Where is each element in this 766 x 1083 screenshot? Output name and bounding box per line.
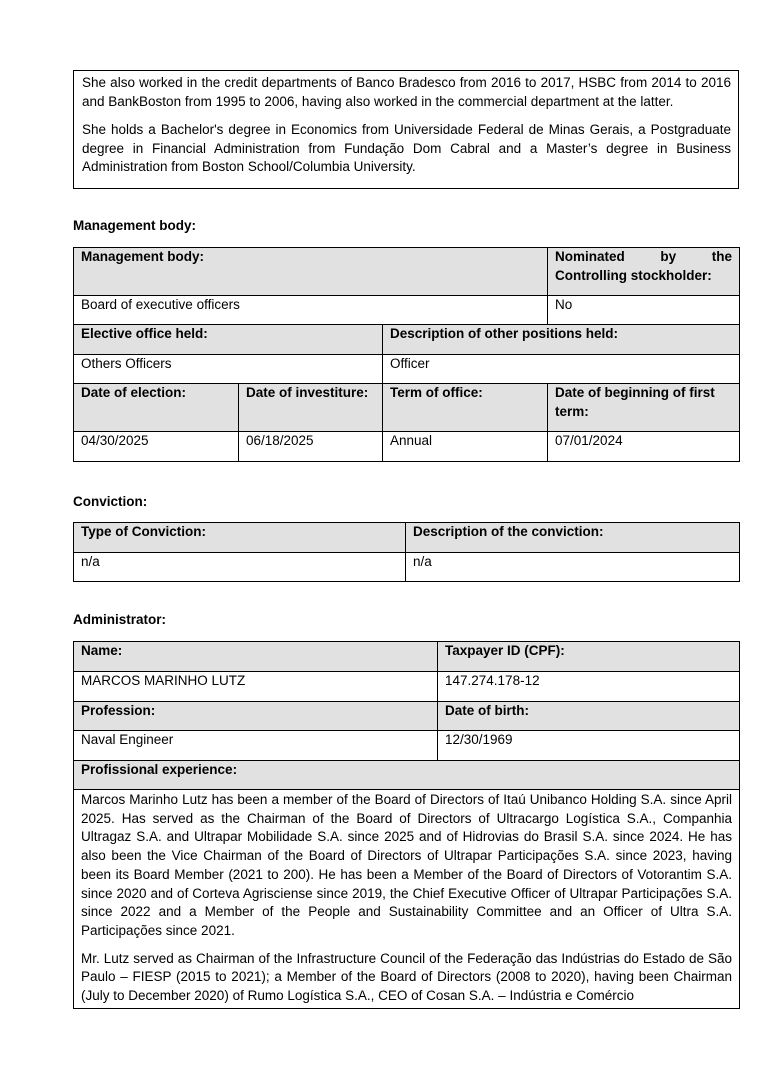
- continuation-paragraph-1: She also worked in the credit departments of Banco Bradesco from 2016 to 2017, HSBC from 2014 to 2016 and BankBoston from 1995 to 2006, having also worked in the commercial department at the latter.: [82, 75, 731, 109]
- conviction-description-header: Description of the conviction:: [406, 523, 740, 553]
- investiture-date-header: Date of investiture:: [239, 384, 383, 432]
- birth-date-header: Date of birth:: [438, 702, 740, 731]
- nominated-value: No: [548, 296, 740, 325]
- administrator-table: [73, 641, 740, 1009]
- conviction-type-header: Type of Conviction:: [74, 523, 406, 553]
- nominated-header: Nominated by the Controlling stockholder:: [548, 248, 740, 296]
- elective-office-value: Others Officers: [74, 355, 383, 384]
- continuation-paragraph-2: She holds a Bachelor's degree in Economics from Universidade Federal de Minas Gerais, a Postgraduate degree in Financial Administration from Fundação Dom Cabral and a Master’s degree in Business Administration from Boston School/Columbia University.: [82, 122, 731, 174]
- conviction-table: [73, 522, 740, 582]
- other-positions-header: Description of other positions held:: [383, 325, 740, 355]
- conviction-description-value: n/a: [406, 553, 740, 582]
- election-date-header: Date of election:: [74, 384, 239, 432]
- conviction-section-title: Conviction:: [73, 494, 148, 509]
- management-table: [73, 247, 740, 462]
- experience-header: Profissional experience:: [74, 761, 740, 790]
- other-positions-value: Officer: [383, 355, 740, 384]
- name-value: MARCOS MARINHO LUTZ: [74, 672, 438, 702]
- cpf-value: 147.274.178-12: [438, 672, 740, 702]
- term-office-value: Annual: [383, 432, 548, 462]
- experience-paragraph-1: Marcos Marinho Lutz has been a member of the Board of Directors of Itaú Unibanco Holding S.A. since April 2025. Has served as the Chairman of the Board of Directors of Ultracargo Logística S.A., Companhia Ultragaz S.A. and Ultrapar Mobilidade S.A. since 2025 and of Hidrovias do Brasil S.A. since 2024. He has also been the Vice Chairman of the Board of Directors of Ultrapar Participações S.A. since 2023, having been its Board Member (2021 to 200). He has been a Member of the Board of Directors of Votorantim S.A. since 2020 and of Corteva Agrisciense since 2019, the Chief Executive Officer of Ultrapar Participações S.A. since 2022 and a Member of the People and Sustainability Committee and an Officer of Ultra S.A. Participações since 2021.: [81, 792, 732, 938]
- experience-paragraph-2: Mr. Lutz served as Chairman of the Infrastructure Council of the Federação das Indústrias do Estado de São Paulo – FIESP (2015 to 2021); a Member of the Board of Directors (2008 to 2020), having been Chairman (July to December 2020) of Rumo Logística S.A., CEO of Cosan S.A. – Indústria e Comércio: [81, 950, 732, 1004]
- first-term-value: 07/01/2024: [548, 432, 740, 462]
- administrator-section-title: Administrator:: [73, 612, 167, 627]
- profession-value: Naval Engineer: [74, 731, 438, 761]
- continuation-box: [73, 70, 739, 189]
- first-term-header: Date of beginning of first term:: [548, 384, 740, 432]
- elective-office-header: Elective office held:: [74, 325, 383, 355]
- name-header: Name:: [74, 642, 438, 672]
- management-body-value: Board of executive officers: [74, 296, 548, 325]
- cpf-header: Taxpayer ID (CPF):: [438, 642, 740, 672]
- election-date-value: 04/30/2025: [74, 432, 239, 462]
- term-office-header: Term of office:: [383, 384, 548, 432]
- investiture-date-value: 06/18/2025: [239, 432, 383, 462]
- management-section-title: Management body:: [73, 218, 197, 233]
- experience-cell: [74, 790, 740, 1009]
- conviction-type-value: n/a: [74, 553, 406, 582]
- birth-date-value: 12/30/1969: [438, 731, 740, 761]
- management-body-header: Management body:: [74, 248, 548, 296]
- profession-header: Profession:: [74, 702, 438, 731]
